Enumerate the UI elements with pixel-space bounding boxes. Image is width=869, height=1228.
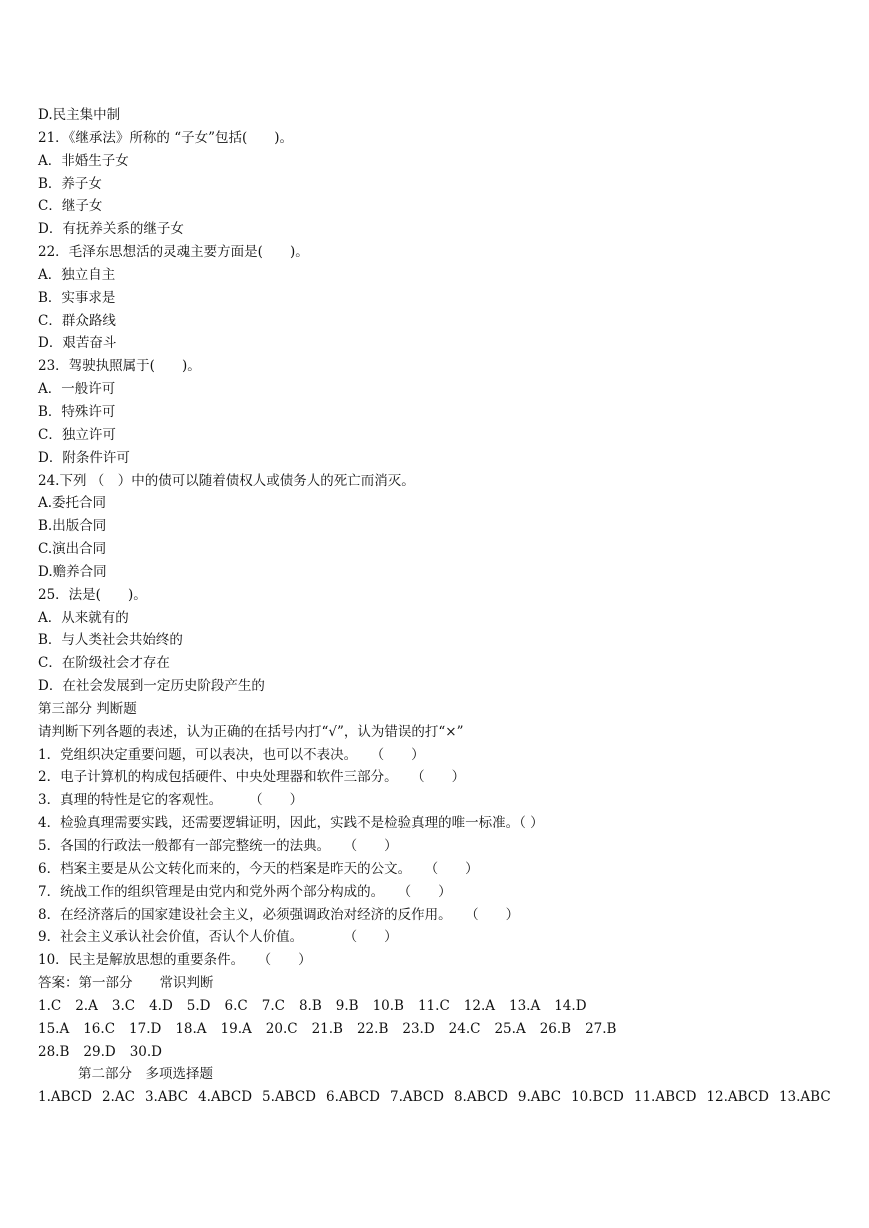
judgment-question: 2．电子计算机的构成包括硬件、中央处理器和软件三部分。 （ ）	[38, 769, 466, 786]
answer-row-part1-1	[38, 995, 858, 1018]
answer-item: 8.ABCD	[453, 1089, 508, 1106]
section-heading: 第三部分 判断题	[38, 700, 137, 717]
answer-item: 13.A	[509, 997, 541, 1014]
judgment-question: 3．真理的特性是它的客观性。 （ ）	[38, 792, 304, 809]
answer-item: 4.ABCD	[198, 1089, 253, 1106]
answer-item: 15.A	[38, 1020, 70, 1037]
answer-item: 7.ABCD	[389, 1089, 444, 1106]
option-line: B.出版合同	[38, 518, 107, 535]
answer-item: 17.D	[129, 1020, 162, 1037]
answer-item: 28.B	[38, 1043, 70, 1060]
answer-item: 3.C	[111, 997, 136, 1014]
option-line: D．艰苦奋斗	[38, 335, 117, 352]
option-line: C．在阶级社会才存在	[38, 655, 170, 672]
judgment-question: 5．各国的行政法一般都有一部完整统一的法典。 （ ）	[38, 838, 398, 854]
answer-item: 18.A	[175, 1020, 207, 1037]
part2-heading: 第二部分 多项选择题	[78, 1066, 213, 1083]
option-line: A.委托合同	[38, 495, 107, 512]
option-line: D．附条件许可	[38, 449, 130, 466]
answer-item: 9.ABC	[517, 1089, 562, 1106]
judgment-question: 8．在经济落后的国家建设社会主义，必须强调政治对经济的反作用。 （ ）	[38, 906, 520, 923]
option-line: A．一般许可	[38, 381, 116, 398]
answer-item: 19.A	[220, 1020, 252, 1037]
question-24: 24.下列 （ ）中的债可以随着债权人或债务人的死亡而消灭。	[38, 472, 415, 489]
option-line: D．在社会发展到一定历史阶段产生的	[38, 678, 265, 695]
answer-item: 2.AC	[101, 1089, 135, 1106]
judgment-question: 4．检验真理需要实践，还需要逻辑证明，因此，实践不是检验真理的唯一标准。（ ）	[38, 815, 544, 832]
text-line: D.民主集中制	[38, 107, 121, 123]
option-line: A．非婚生子女	[38, 152, 129, 169]
answer-item: 8.B	[298, 997, 322, 1014]
answer-row-part1-3	[38, 1041, 858, 1064]
question-25: 25．法是( )。	[38, 586, 147, 603]
answer-item: 29.D	[83, 1043, 116, 1060]
answer-item: 2.A	[75, 997, 98, 1014]
document-page	[38, 104, 858, 1109]
answer-item: 1.C	[38, 997, 62, 1014]
option-line: C．独立许可	[38, 426, 116, 443]
option-line: D．有抚养关系的继子女	[38, 221, 184, 238]
answer-item: 23.D	[402, 1020, 435, 1037]
answer-item: 9.B	[335, 997, 359, 1014]
judgment-question: 6．档案主要是从公文转化而来的，今天的档案是昨天的公文。 （ ）	[38, 860, 479, 877]
option-line: A．独立自主	[38, 266, 116, 283]
answer-item: 22.B	[356, 1020, 389, 1037]
option-line: C．继子女	[38, 198, 103, 215]
option-line: B．养子女	[38, 175, 102, 192]
answer-row-part1-2	[38, 1018, 858, 1041]
answer-item: 1.ABCD	[38, 1089, 92, 1106]
option-line: D.赡养合同	[38, 563, 107, 580]
answer-item: 11.C	[417, 997, 450, 1014]
answer-item: 30.D	[129, 1043, 162, 1060]
answer-item: 6.ABCD	[326, 1089, 380, 1106]
answer-item: 4.D	[149, 997, 173, 1014]
answer-row-part2-1	[38, 1086, 858, 1109]
answer-item: 26.B	[539, 1020, 572, 1037]
option-line: A．从来就有的	[38, 609, 129, 626]
answer-item: 12.ABCD	[706, 1089, 769, 1106]
section-instructions: 请判断下列各题的表述，认为正确的在括号内打“√”，认为错误的打“×”	[38, 723, 464, 740]
question-23: 23．驾驶执照属于( )。	[38, 358, 201, 375]
judgment-question: 10．民主是解放思想的重要条件。 （ ）	[38, 952, 312, 969]
answer-item: 14.D	[554, 997, 587, 1014]
question-22: 22．毛泽东思想活的灵魂主要方面是( )。	[38, 244, 309, 261]
answer-item: 25.A	[494, 1020, 526, 1037]
answer-item: 6.C	[224, 997, 248, 1014]
answer-item: 11.ABCD	[633, 1089, 697, 1106]
option-line: B．实事求是	[38, 289, 116, 306]
answer-item: 12.A	[463, 997, 495, 1014]
option-line: B．与人类社会共始终的	[38, 632, 183, 649]
answer-item: 3.ABC	[144, 1089, 189, 1106]
answer-item: 24.C	[448, 1020, 481, 1037]
answer-item: 10.BCD	[571, 1089, 624, 1106]
answer-item: 21.B	[311, 1020, 343, 1037]
answer-item: 16.C	[83, 1020, 116, 1037]
answer-item: 7.C	[261, 997, 285, 1014]
answer-item: 5.D	[186, 997, 211, 1014]
answer-item: 5.ABCD	[262, 1089, 317, 1106]
answer-item: 27.B	[585, 1020, 617, 1037]
option-line: B．特殊许可	[38, 403, 116, 420]
answer-item: 13.ABC	[778, 1089, 831, 1106]
answers-heading: 答案：第一部分 常识判断	[38, 975, 214, 992]
option-line: C．群众路线	[38, 312, 116, 329]
judgment-question: 9．社会主义承认社会价值，否认个人价值。 （ ）	[38, 929, 398, 946]
answer-item: 10.B	[372, 997, 404, 1014]
judgment-question: 1．党组织决定重要问题，可以表决，也可以不表决。 （ ）	[38, 746, 425, 763]
option-line: C.演出合同	[38, 541, 107, 558]
judgment-question: 7．统战工作的组织管理是由党内和党外两个部分构成的。 （ ）	[38, 883, 452, 900]
question-21: 21．《继承法》所称的 “子女”包括( )。	[38, 129, 294, 146]
answer-item: 20.C	[265, 1020, 298, 1037]
